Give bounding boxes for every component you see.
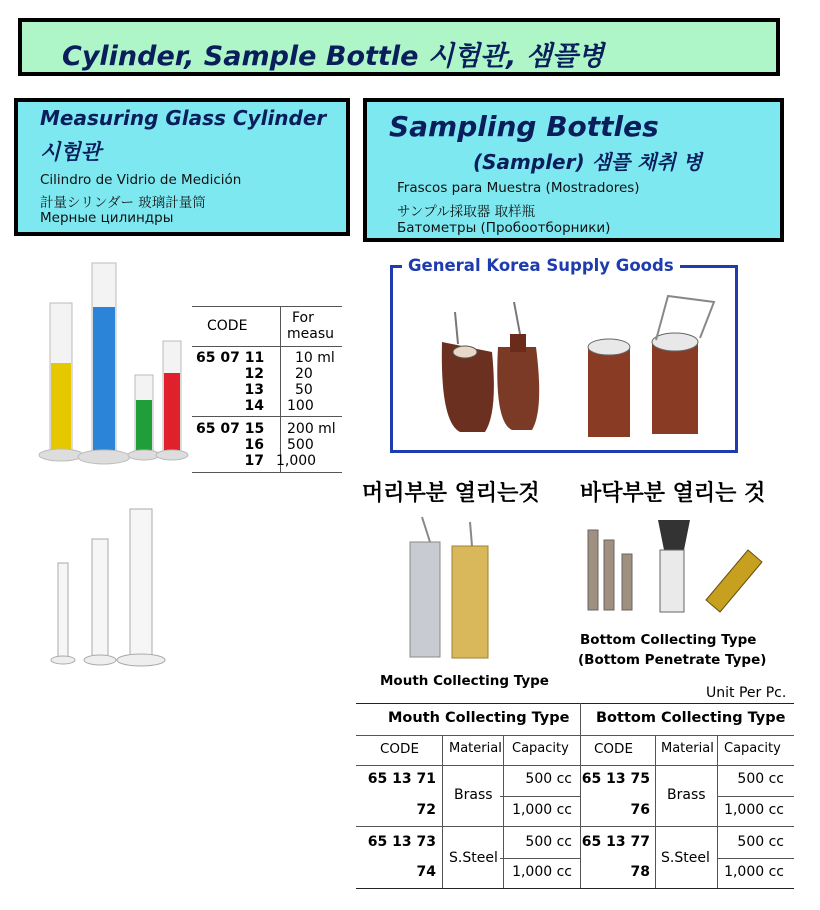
mgc-line-jp: 計量シリンダー 玻璃計量筒 (40, 195, 206, 211)
sb-line-jp: サンプル採取器 取样瓶 (397, 204, 536, 220)
material-steel: S.Steel (661, 850, 710, 866)
cyl-code: 13 (244, 382, 264, 398)
mouth-collecting-image (400, 512, 510, 662)
material-steel: S.Steel (449, 850, 498, 866)
sampling-bottles-title: Sampling Bottles (389, 110, 659, 143)
unit-note: Unit Per Pc. (706, 685, 787, 701)
col-header-capacity: Capacity (512, 741, 569, 756)
cyl-header-measu: measu (287, 326, 334, 342)
sb-line-ru: Батометры (Пробоотборники) (397, 220, 611, 236)
col-header-code: CODE (594, 741, 633, 757)
cyl-code: 17 (244, 453, 264, 469)
bottle-code: 65 13 71 (367, 771, 436, 787)
bottle-capacity: 1,000 cc (724, 802, 784, 818)
bottle-code: 65 13 77 (581, 834, 650, 850)
measuring-cylinder-title-kr: 시험관 (40, 140, 101, 164)
bottle-capacity: 1,000 cc (512, 802, 572, 818)
head-open-label: 머리부분 열리는것 (362, 481, 540, 506)
material-brass: Brass (454, 787, 493, 803)
general-supply-label: General Korea Supply Goods (402, 256, 680, 275)
col-header-material: Material (449, 741, 502, 756)
bottle-code: 78 (630, 864, 650, 880)
cyl-code: 65 07 11 (196, 350, 265, 366)
bottle-capacity: 500 cc (737, 771, 784, 787)
page-title: Cylinder, Sample Bottle 시험관, 샘플병 (62, 41, 604, 72)
group-header-mouth: Mouth Collecting Type (388, 710, 570, 726)
cyl-code: 65 07 15 (196, 421, 265, 437)
clear-cylinders-image (48, 505, 173, 670)
group-header-bottom: Bottom Collecting Type (596, 710, 786, 726)
cyl-capacity: 100 (287, 398, 314, 414)
bottom-caption-2: (Bottom Penetrate Type) (578, 652, 767, 668)
mouth-caption: Mouth Collecting Type (380, 673, 549, 689)
cyl-header-code: CODE (207, 318, 248, 334)
cyl-capacity: 1,000 (276, 453, 317, 469)
material-brass: Brass (667, 787, 706, 803)
bottom-caption-1: Bottom Collecting Type (580, 632, 757, 648)
bottle-code: 76 (630, 802, 650, 818)
mgc-line-es: Cilindro de Vidrio de Medición (40, 172, 242, 188)
mgc-line-ru: Мерные цилиндры (40, 210, 174, 226)
sb-line-es: Frascos para Muestra (Mostradores) (397, 180, 640, 196)
bottle-code: 74 (416, 864, 436, 880)
bottle-capacity: 500 cc (525, 771, 572, 787)
cyl-capacity: 200 ml (287, 421, 336, 437)
bottle-capacity: 1,000 cc (512, 864, 572, 880)
bottle-capacity: 1,000 cc (724, 864, 784, 880)
sampler-bottles-image (420, 292, 720, 442)
col-header-code: CODE (380, 741, 419, 757)
cyl-code: 16 (244, 437, 264, 453)
colored-cylinders-image (30, 255, 195, 470)
measuring-cylinder-title: Measuring Glass Cylinder (40, 106, 327, 130)
col-header-capacity: Capacity (724, 741, 781, 756)
bottle-code: 65 13 75 (581, 771, 650, 787)
bottom-open-label: 바닥부분 열리는 것 (580, 481, 766, 506)
cyl-capacity: 10 ml (295, 350, 335, 366)
bottle-capacity: 500 cc (737, 834, 784, 850)
sampling-bottles-box (363, 98, 784, 242)
cyl-capacity: 500 (287, 437, 314, 453)
title-banner (18, 18, 780, 76)
bottom-collecting-image (578, 510, 778, 620)
bottle-capacity: 500 cc (525, 834, 572, 850)
cyl-capacity: 50 (295, 382, 313, 398)
cyl-code: 14 (244, 398, 264, 414)
cyl-header-for: For (292, 310, 314, 326)
sampling-bottles-subtitle: (Sampler) 샘플 채취 병 (473, 150, 703, 174)
bottle-code: 65 13 73 (367, 834, 436, 850)
measuring-cylinder-box (14, 98, 350, 236)
cyl-capacity: 20 (295, 366, 313, 382)
bottle-code: 72 (416, 802, 436, 818)
cyl-code: 12 (244, 366, 264, 382)
col-header-material: Material (661, 741, 714, 756)
